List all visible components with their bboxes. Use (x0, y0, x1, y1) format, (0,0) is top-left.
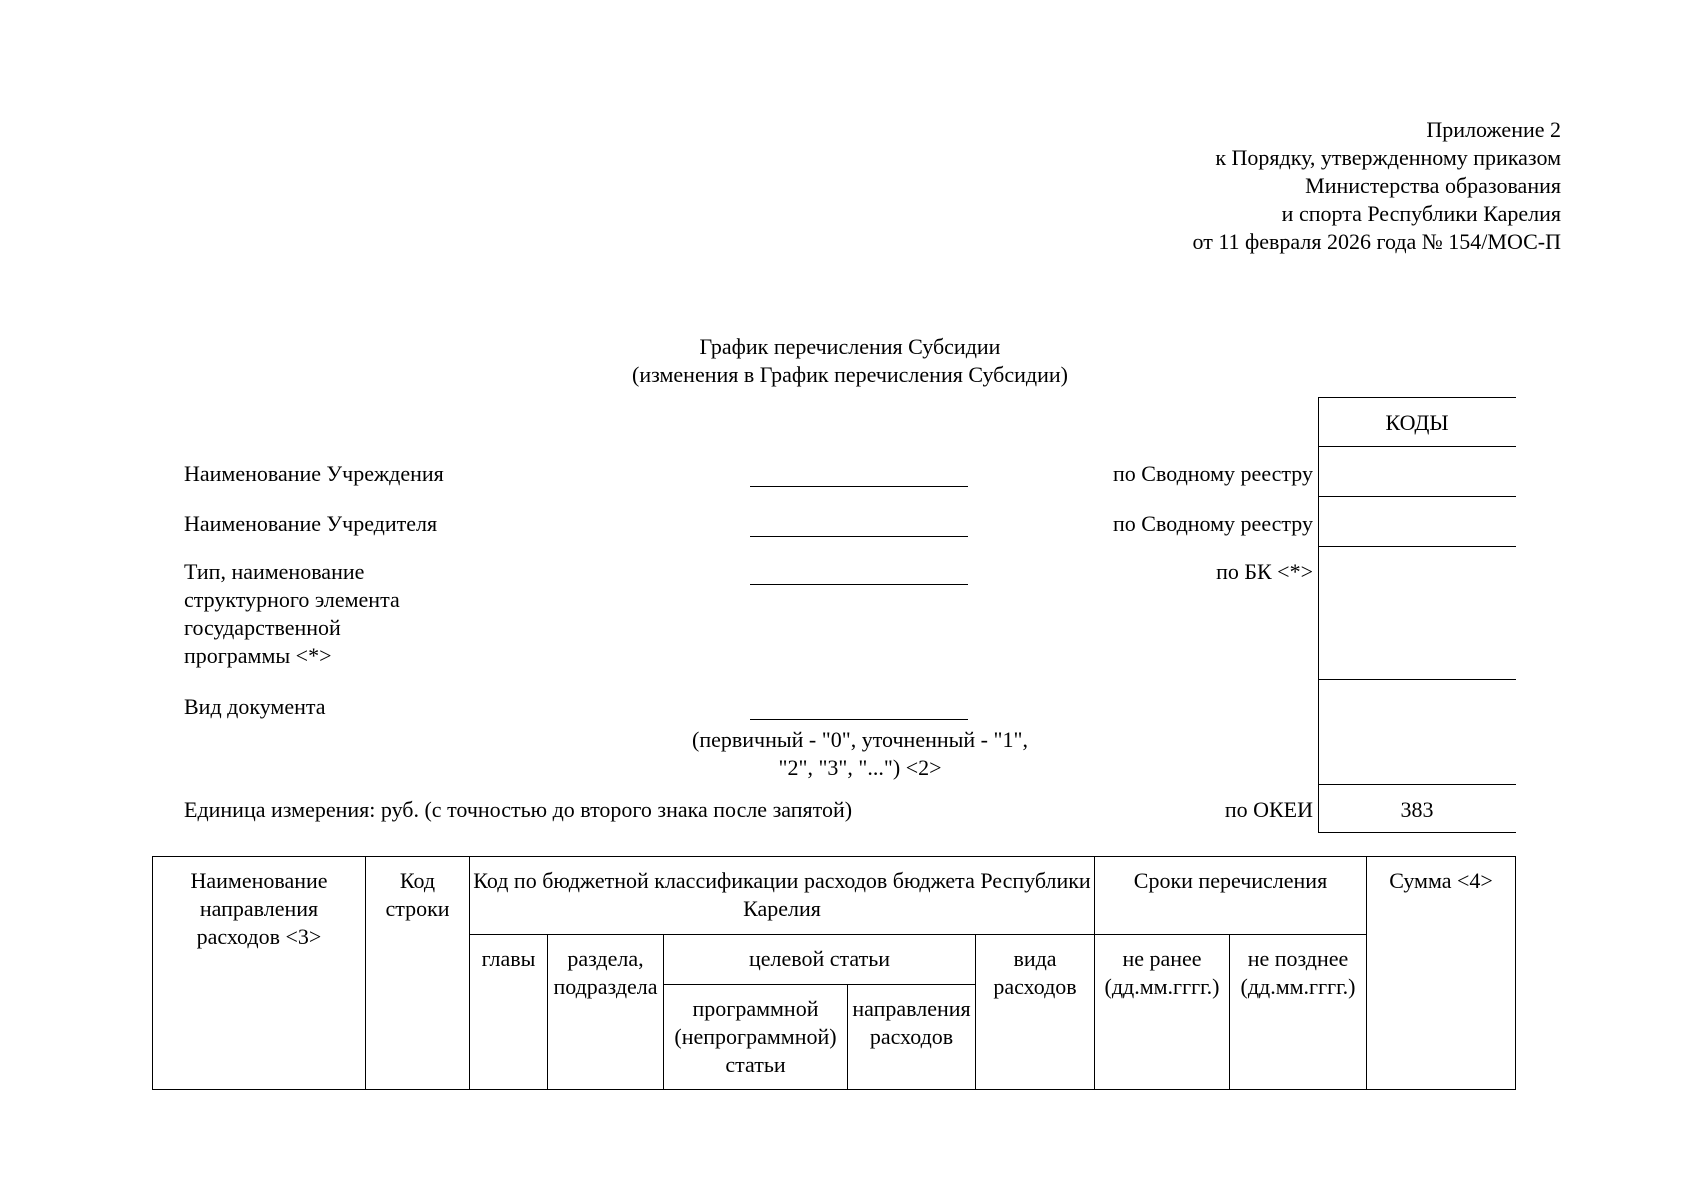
codes-box (1318, 397, 1516, 833)
approval-block (1001, 116, 1561, 256)
header-not-later: не позднее (дд.мм.гггг.) (1230, 935, 1367, 1090)
header-chapter: главы (470, 935, 548, 1090)
program-label-line: программы <*> (184, 643, 332, 668)
doc-type-label: Вид документа (184, 694, 326, 719)
codes-divider (1318, 546, 1516, 547)
doc-type-hint-line-1: (первичный - "0", уточненный - "1", (692, 727, 1028, 752)
okei-label: по ОКЕИ (1224, 797, 1313, 822)
transfer-schedule-table (152, 856, 1516, 1090)
document-title (600, 333, 1100, 389)
header-program-article: программной (непрограммной) статьи (664, 985, 848, 1090)
program-code-label: по БК <*> (1216, 559, 1313, 584)
approval-line-2: к Порядку, утвержденному приказом (1215, 145, 1561, 170)
title-line-1: График перечисления Субсидии (699, 334, 1001, 359)
program-label-line: государственной (184, 615, 341, 640)
approval-line-1: Приложение 2 (1426, 117, 1561, 142)
institution-field[interactable] (750, 460, 968, 487)
program-label-line: структурного элемента (184, 587, 400, 612)
doc-type-field[interactable] (750, 693, 968, 720)
header-row-code: Код строки (366, 857, 470, 1090)
header-expense-type: вида расходов (976, 935, 1095, 1090)
program-label-line: Тип, наименование (184, 559, 365, 584)
founder-code-label: по Сводному реестру (1113, 511, 1313, 536)
header-budget-classification: Код по бюджетной классификации расходов бюджета Республики Карелия (470, 857, 1095, 935)
approval-line-4: и спорта Республики Карелия (1281, 201, 1561, 226)
unit-label: Единица измерения: руб. (с точностью до второго знака после запятой) (184, 797, 853, 822)
founder-label: Наименование Учредителя (184, 511, 438, 536)
founder-field[interactable] (750, 510, 968, 537)
institution-code-label: по Сводному реестру (1113, 461, 1313, 486)
header-sum: Сумма <4> (1367, 857, 1516, 1090)
header-target-article: целевой статьи (664, 935, 976, 985)
header-transfer-terms: Сроки перечисления (1095, 857, 1367, 935)
header-not-earlier: не ранее (дд.мм.гггг.) (1095, 935, 1230, 1090)
doc-type-hint-line-2: "2", "3", "...") <2> (778, 755, 942, 780)
codes-divider (1318, 784, 1516, 785)
codes-divider (1318, 679, 1516, 680)
title-line-2: (изменения в График перечисления Субсидии) (632, 362, 1068, 387)
okei-code-value: 383 (1400, 797, 1434, 822)
institution-label: Наименование Учреждения (184, 461, 444, 486)
header-direction-name: Наименование направления расходов <3> (153, 857, 366, 1090)
program-field[interactable] (750, 558, 968, 585)
program-label (184, 558, 400, 670)
codes-header: КОДЫ (1385, 410, 1449, 435)
approval-line-3: Министерства образования (1305, 173, 1561, 198)
codes-divider (1318, 446, 1516, 447)
doc-type-hint (650, 726, 1070, 782)
header-section: раздела, подраздела (548, 935, 664, 1090)
header-expense-direction: направления расходов (848, 985, 976, 1090)
codes-divider (1318, 496, 1516, 497)
approval-line-5: от 11 февраля 2026 года № 154/МОС-П (1192, 229, 1561, 254)
